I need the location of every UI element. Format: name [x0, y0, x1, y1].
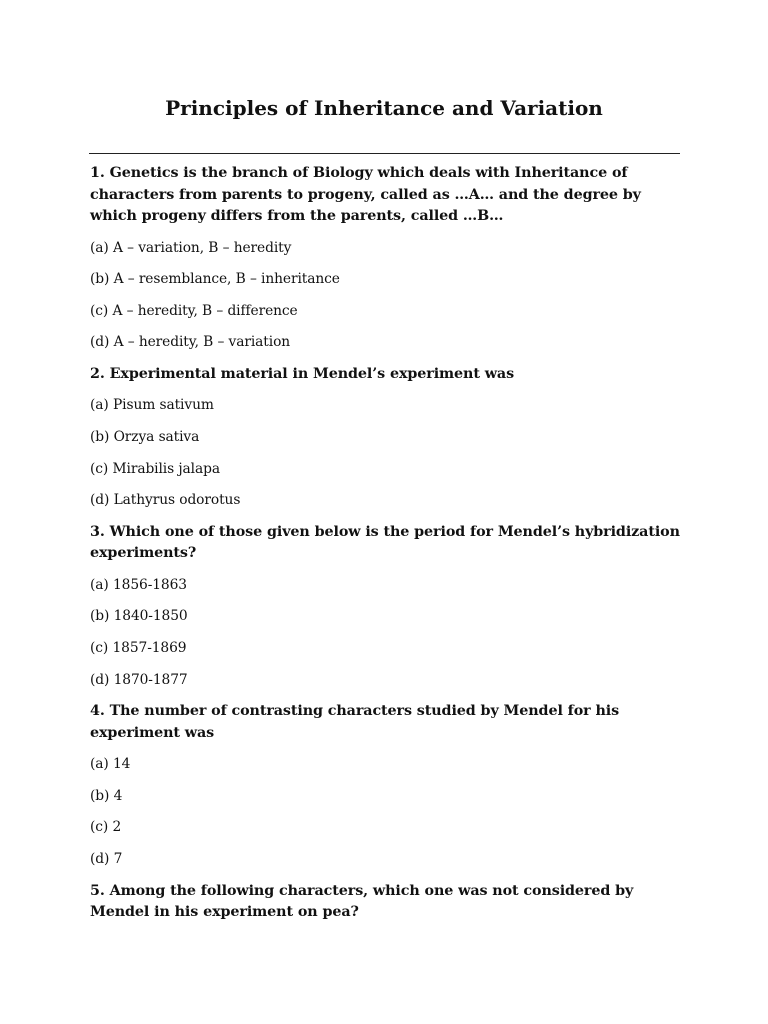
question-text: 4. The number of contrasting characters studied by Mendel for his experiment was: [90, 703, 620, 741]
option-c: (c) 1857-1869: [90, 639, 187, 656]
option-b: (b) A – resemblance, B – inheritance: [90, 271, 340, 288]
option-a: (a) 14: [90, 756, 131, 773]
option-a: (a) 1856-1863: [90, 576, 187, 593]
option-d: (d) Lathyrus odorotus: [90, 492, 241, 509]
question-3: [90, 522, 682, 691]
question-4: [90, 701, 682, 870]
option-c: (c) A – heredity, B – difference: [90, 302, 298, 319]
question-text: 2. Experimental material in Mendel’s experiment was: [90, 365, 515, 382]
question-list: [90, 163, 682, 934]
question-2: [90, 364, 682, 511]
option-a: (a) A – variation, B – heredity: [90, 239, 292, 256]
option-b: (b) 1840-1850: [90, 608, 188, 625]
question-5: [90, 881, 682, 924]
option-b: (b) 4: [90, 787, 123, 804]
question-text: 1. Genetics is the branch of Biology which deals with Inheritance of characters from parents to progeny, called as …A… and the degree by which progeny differs from the parents, called …B…: [90, 165, 641, 224]
option-c: (c) Mirabilis jalapa: [90, 460, 220, 477]
option-c: (c) 2: [90, 819, 122, 836]
option-d: (d) A – heredity, B – variation: [90, 334, 291, 351]
option-b: (b) Orzya sativa: [90, 428, 200, 445]
option-a: (a) Pisum sativum: [90, 397, 214, 414]
option-d: (d) 7: [90, 850, 123, 867]
page-title: Principles of Inheritance and Variation: [165, 96, 603, 120]
question-text: 3. Which one of those given below is the period for Mendel’s hybridization experiments?: [90, 523, 680, 562]
question-1: [90, 163, 682, 353]
title-divider: [89, 153, 680, 154]
option-d: (d) 1870-1877: [90, 671, 188, 688]
question-text: 5. Among the following characters, which one was not considered by Mendel in his experiment on pea?: [90, 882, 634, 920]
